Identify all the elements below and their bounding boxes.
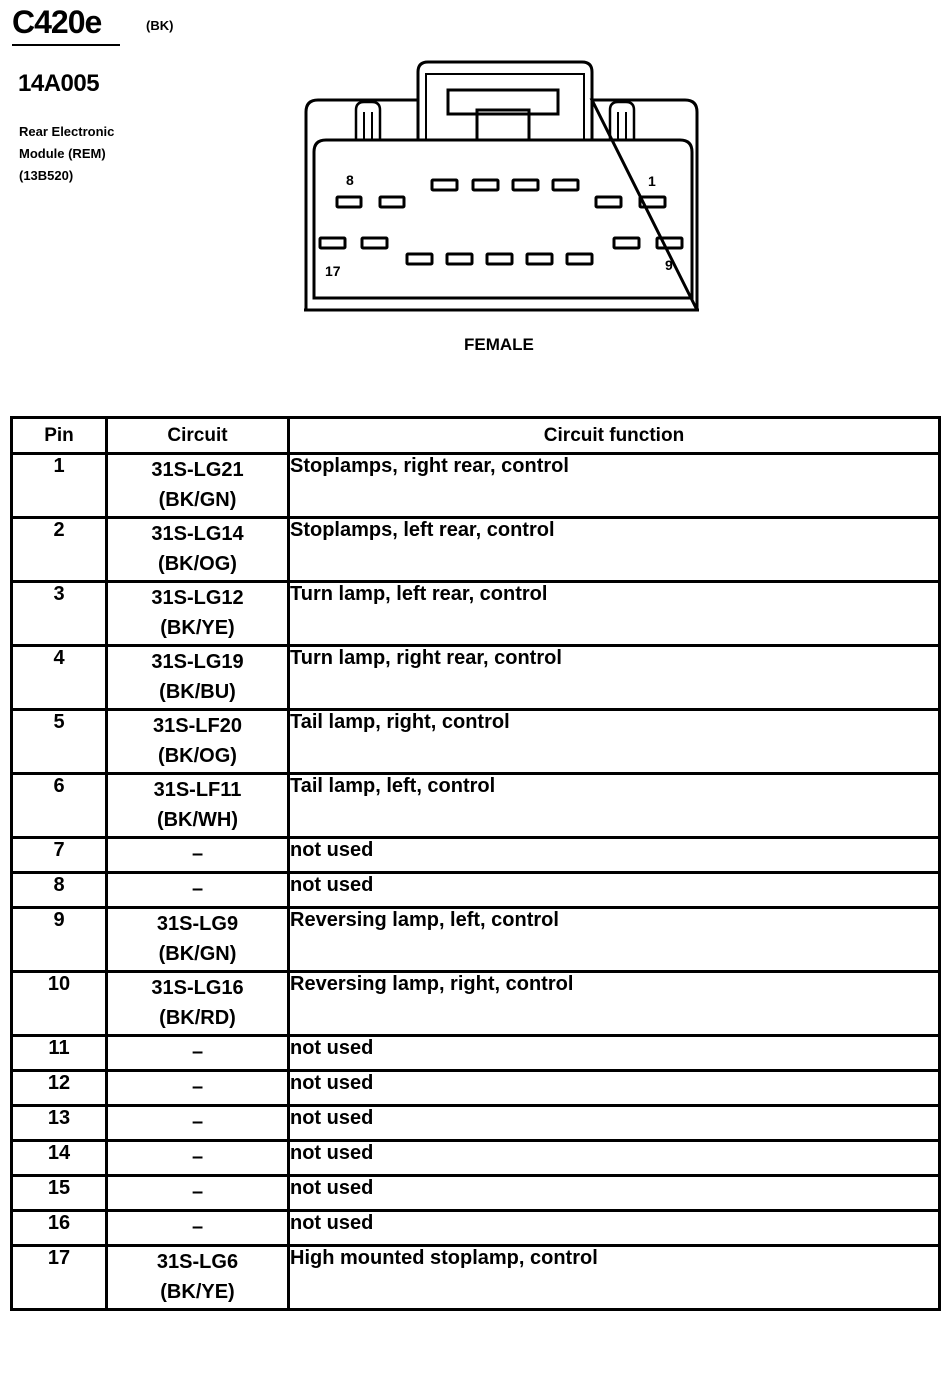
wire-color: (BK/BU) bbox=[159, 681, 236, 703]
wire-color: (BK/YE) bbox=[160, 617, 235, 639]
pin-number: 6 bbox=[12, 774, 107, 838]
table-row bbox=[12, 838, 940, 873]
wire-color: (BK/OG) bbox=[158, 553, 237, 575]
circuit-function: not used bbox=[289, 838, 940, 873]
description-line: (13B520) bbox=[19, 168, 74, 183]
circuit-cell bbox=[107, 582, 289, 646]
table-row bbox=[12, 873, 940, 908]
table-row bbox=[12, 1106, 940, 1141]
circuit-function: Tail lamp, left, control bbox=[289, 774, 940, 838]
circuit-function: Reversing lamp, right, control bbox=[289, 972, 940, 1036]
circuit-function: not used bbox=[289, 1071, 940, 1106]
circuit-id: – bbox=[191, 1181, 204, 1203]
circuit-id: 31S-LG14 bbox=[151, 523, 244, 545]
header-function: Circuit function bbox=[289, 418, 940, 454]
description-line: Rear Electronic bbox=[19, 124, 115, 139]
circuit-cell bbox=[107, 454, 289, 518]
description-line: Module (REM) bbox=[19, 146, 106, 161]
circuit-function: Turn lamp, left rear, control bbox=[289, 582, 940, 646]
connector-face-diagram bbox=[0, 0, 949, 360]
wire-color: (BK/WH) bbox=[156, 809, 239, 831]
table-header-row bbox=[12, 418, 940, 454]
pin-label-1: 1 bbox=[648, 173, 656, 189]
wire-color: (BK/GN) bbox=[158, 489, 237, 511]
circuit-function: Turn lamp, right rear, control bbox=[289, 646, 940, 710]
table-row bbox=[12, 1141, 940, 1176]
pin-number: 3 bbox=[12, 582, 107, 646]
circuit-id: – bbox=[191, 843, 204, 865]
wire-color: (BK/RD) bbox=[159, 1007, 236, 1029]
table-row bbox=[12, 1071, 940, 1106]
table-row bbox=[12, 908, 940, 972]
circuit-id: – bbox=[191, 1216, 204, 1238]
circuit-id: 31S-LG21 bbox=[151, 459, 244, 481]
circuit-function: Reversing lamp, left, control bbox=[289, 908, 940, 972]
circuit-cell bbox=[107, 710, 289, 774]
circuit-cell bbox=[107, 908, 289, 972]
view-label: FEMALE bbox=[464, 335, 534, 354]
pin-label-9: 9 bbox=[665, 257, 673, 273]
pin-number: 16 bbox=[12, 1211, 107, 1246]
circuit-function: not used bbox=[289, 1176, 940, 1211]
table-body bbox=[12, 454, 940, 1310]
pin-number: 4 bbox=[12, 646, 107, 710]
circuit-function: Stoplamps, right rear, control bbox=[289, 454, 940, 518]
pin-number: 8 bbox=[12, 873, 107, 908]
circuit-function: not used bbox=[289, 1141, 940, 1176]
header-pin: Pin bbox=[12, 418, 107, 454]
pin-number: 1 bbox=[12, 454, 107, 518]
circuit-id: 31S-LG9 bbox=[156, 913, 239, 935]
circuit-cell bbox=[107, 1106, 289, 1141]
circuit-cell bbox=[107, 774, 289, 838]
circuit-function: not used bbox=[289, 1036, 940, 1071]
circuit-id: 31S-LF11 bbox=[153, 779, 242, 801]
wire-color: (BK/YE) bbox=[160, 1281, 235, 1303]
pin-number: 11 bbox=[12, 1036, 107, 1071]
pin-label-8: 8 bbox=[346, 172, 354, 188]
part-number: 14A005 bbox=[18, 70, 100, 97]
circuit-function: High mounted stoplamp, control bbox=[289, 1246, 940, 1310]
circuit-function: not used bbox=[289, 873, 940, 908]
circuit-id: – bbox=[191, 1111, 204, 1133]
circuit-id: 31S-LF20 bbox=[153, 715, 242, 737]
pin-label-17: 17 bbox=[325, 263, 341, 279]
circuit-function: not used bbox=[289, 1211, 940, 1246]
connector-color: (BK) bbox=[146, 18, 174, 33]
table-row bbox=[12, 710, 940, 774]
header-circuit: Circuit bbox=[107, 418, 289, 454]
table-row bbox=[12, 1176, 940, 1211]
pin-number: 9 bbox=[12, 908, 107, 972]
table-row bbox=[12, 1246, 940, 1310]
table-row bbox=[12, 1036, 940, 1071]
circuit-cell bbox=[107, 838, 289, 873]
circuit-id: – bbox=[191, 1146, 204, 1168]
table-row bbox=[12, 454, 940, 518]
pin-number: 17 bbox=[12, 1246, 107, 1310]
circuit-function: Tail lamp, right, control bbox=[289, 710, 940, 774]
table-row bbox=[12, 582, 940, 646]
pinout-table bbox=[10, 416, 941, 1311]
circuit-id: – bbox=[191, 878, 204, 900]
pin-number: 14 bbox=[12, 1141, 107, 1176]
pin-number: 12 bbox=[12, 1071, 107, 1106]
circuit-function: Stoplamps, left rear, control bbox=[289, 518, 940, 582]
pin-number: 15 bbox=[12, 1176, 107, 1211]
circuit-cell bbox=[107, 646, 289, 710]
circuit-function: not used bbox=[289, 1106, 940, 1141]
circuit-id: 31S-LG12 bbox=[151, 587, 244, 609]
circuit-id: 31S-LG6 bbox=[156, 1251, 239, 1273]
table-row bbox=[12, 646, 940, 710]
table-row bbox=[12, 774, 940, 838]
pin-number: 5 bbox=[12, 710, 107, 774]
pin-number: 13 bbox=[12, 1106, 107, 1141]
table-row bbox=[12, 518, 940, 582]
circuit-id: 31S-LG19 bbox=[151, 651, 244, 673]
circuit-cell bbox=[107, 1246, 289, 1310]
wire-color: (BK/OG) bbox=[158, 745, 237, 767]
table-row bbox=[12, 972, 940, 1036]
circuit-cell bbox=[107, 972, 289, 1036]
wire-color: (BK/GN) bbox=[158, 943, 237, 965]
pin-number: 7 bbox=[12, 838, 107, 873]
circuit-cell bbox=[107, 1141, 289, 1176]
circuit-cell bbox=[107, 873, 289, 908]
connector-id: C420e bbox=[12, 4, 102, 40]
circuit-cell bbox=[107, 1211, 289, 1246]
circuit-cell bbox=[107, 518, 289, 582]
pin-number: 10 bbox=[12, 972, 107, 1036]
circuit-id: – bbox=[191, 1076, 204, 1098]
pin-number: 2 bbox=[12, 518, 107, 582]
circuit-id: – bbox=[191, 1041, 204, 1063]
mating-face bbox=[314, 140, 692, 298]
circuit-cell bbox=[107, 1176, 289, 1211]
circuit-cell bbox=[107, 1036, 289, 1071]
circuit-cell bbox=[107, 1071, 289, 1106]
table-row bbox=[12, 1211, 940, 1246]
circuit-id: 31S-LG16 bbox=[151, 977, 244, 999]
